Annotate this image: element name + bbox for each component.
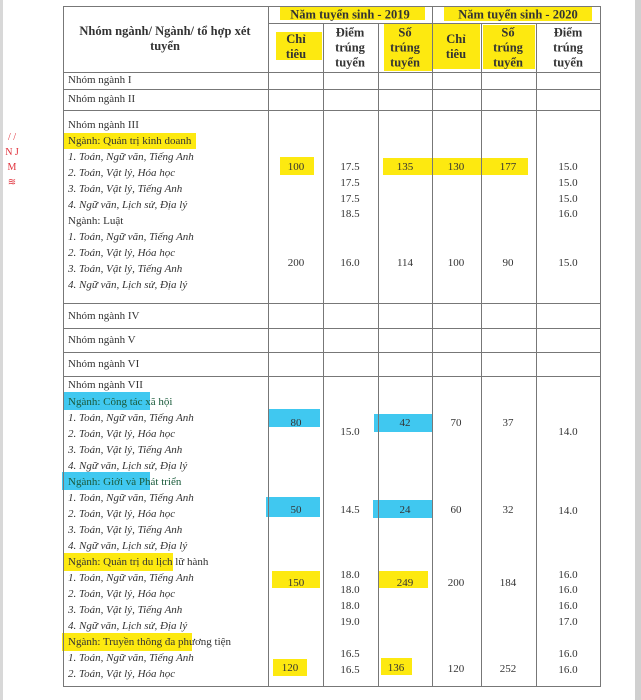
combo: 2. Toán, Vật lý, Hóa học [68,508,176,520]
major-name: Ngành: Quản trị kinh doanh [68,135,192,147]
group-label: Nhóm ngành II [68,93,136,105]
cell-value: 14.0 [558,505,578,517]
cell-value: 177 [499,161,517,173]
major-name: Ngành: Luật [68,215,124,227]
cell-value: 16.0 [340,257,360,269]
combo: 1. Toán, Ngữ văn, Tiếng Anh [68,151,194,163]
combo: 1. Toán, Ngữ văn, Tiếng Anh [68,412,194,424]
cell-value: 16.0 [558,600,578,612]
page-edge-left [0,0,3,700]
cell-value: 16.5 [340,648,360,660]
cell-value: 80 [290,417,302,429]
combo: 3. Toán, Vật lý, Tiếng Anh [68,263,183,275]
cell-value: 114 [396,257,414,269]
header-diem-2020: Điểm trúng tuyển [553,25,583,70]
cell-value: 16.5 [340,664,360,676]
cell-value: 200 [287,257,305,269]
cell-value: 37 [502,417,514,429]
cell-value: 15.0 [340,426,360,438]
combo: 4. Ngữ văn, Lịch sử, Địa lý [68,620,188,632]
cell-value: 17.5 [340,161,360,173]
group-label: Nhóm ngành III [68,119,139,131]
cell-value: 42 [399,417,411,429]
group-label: Nhóm ngành V [68,334,136,346]
combo: 2. Toán, Vật lý, Hóa học [68,668,176,680]
cell-value: 150 [287,577,305,589]
cell-value: 16.0 [558,208,578,220]
group-label: Nhóm ngành I [68,74,132,86]
cell-value: 136 [387,662,405,674]
combo: 4. Ngữ văn, Lịch sử, Địa lý [68,279,188,291]
cell-value: 17.5 [340,193,360,205]
header-year-2020: Năm tuyển sinh - 2020 [458,7,578,22]
cell-value: 15.0 [558,193,578,205]
cell-value: 32 [502,504,514,516]
combo: 1. Toán, Ngữ văn, Tiếng Anh [68,231,194,243]
combo: 4. Ngữ văn, Lịch sử, Địa lý [68,540,188,552]
header-year-2019: Năm tuyển sinh - 2019 [290,7,410,22]
combo: 2. Toán, Vật lý, Hóa học [68,167,176,179]
cell-value: 17.5 [340,177,360,189]
major-name: Ngành: Quản trị du lịch lữ hành [68,556,209,568]
group-label: Nhóm ngành IV [68,310,140,322]
combo: 1. Toán, Ngữ văn, Tiếng Anh [68,572,194,584]
cell-value: 90 [502,257,514,269]
cell-value: 17.0 [558,616,578,628]
cell-value: 249 [396,577,414,589]
cell-value: 18.0 [340,600,360,612]
header-so-2020: Số trúng tuyển [493,25,523,70]
cell-value: 16.0 [558,648,578,660]
cell-value: 14.0 [558,426,578,438]
combo: 3. Toán, Vật lý, Tiếng Anh [68,183,183,195]
cell-value: 16.0 [558,584,578,596]
cell-value: 19.0 [340,616,360,628]
cell-value: 14.5 [340,504,360,516]
major-name: Ngành: Truyền thông đa phương tiện [68,636,232,648]
cell-value: 100 [447,257,465,269]
cell-value: 15.0 [558,257,578,269]
cell-value: 120 [281,662,299,674]
cell-value: 15.0 [558,161,578,173]
cell-value: 70 [450,417,462,429]
header-chi-tieu-2019: Chỉ tiêu [285,32,307,61]
major-name: Ngành: Công tác xã hội [68,396,173,408]
cell-value: 18.0 [340,569,360,581]
cell-value: 50 [290,504,302,516]
header-so-2019: Số trúng tuyển [390,25,420,70]
combo: 2. Toán, Vật lý, Hóa học [68,428,176,440]
cell-value: 130 [447,161,465,173]
cell-value: 60 [450,504,462,516]
cell-value: 252 [499,663,517,675]
group-label: Nhóm ngành VII [68,379,143,391]
combo: 3. Toán, Vật lý, Tiếng Anh [68,604,183,616]
margin-handwritten-note: / / N J M ≋ [5,132,19,188]
cell-value: 16.0 [558,664,578,676]
combo: 4. Ngữ văn, Lịch sử, Địa lý [68,460,188,472]
cell-value: 135 [396,161,414,173]
combo: 3. Toán, Vật lý, Tiếng Anh [68,524,183,536]
cell-value: 120 [447,663,465,675]
cell-value: 200 [447,577,465,589]
cell-value: 18.0 [340,584,360,596]
combo: 1. Toán, Ngữ văn, Tiếng Anh [68,492,194,504]
cell-value: 18.5 [340,208,360,220]
header-diem-2019: Điểm trúng tuyển [335,25,365,70]
combo: 2. Toán, Vật lý, Hóa học [68,588,176,600]
combo: 4. Ngữ văn, Lịch sử, Địa lý [68,199,188,211]
combo: 2. Toán, Vật lý, Hóa học [68,247,176,259]
group-label: Nhóm ngành VI [68,358,140,370]
page-edge-right [635,0,641,700]
cell-value: 15.0 [558,177,578,189]
combo: 1. Toán, Ngữ văn, Tiếng Anh [68,652,194,664]
cell-value: 184 [499,577,517,589]
major-name: Ngành: Giới và Phát triển [68,476,182,488]
header-chi-tieu-2020: Chỉ tiêu [445,32,467,61]
cell-value: 24 [399,504,411,516]
cell-value: 100 [287,161,305,173]
combo: 3. Toán, Vật lý, Tiếng Anh [68,444,183,456]
header-first-column: Nhóm ngành/ Ngành/ tổ hợp xét tuyển [79,24,251,53]
cell-value: 16.0 [558,569,578,581]
